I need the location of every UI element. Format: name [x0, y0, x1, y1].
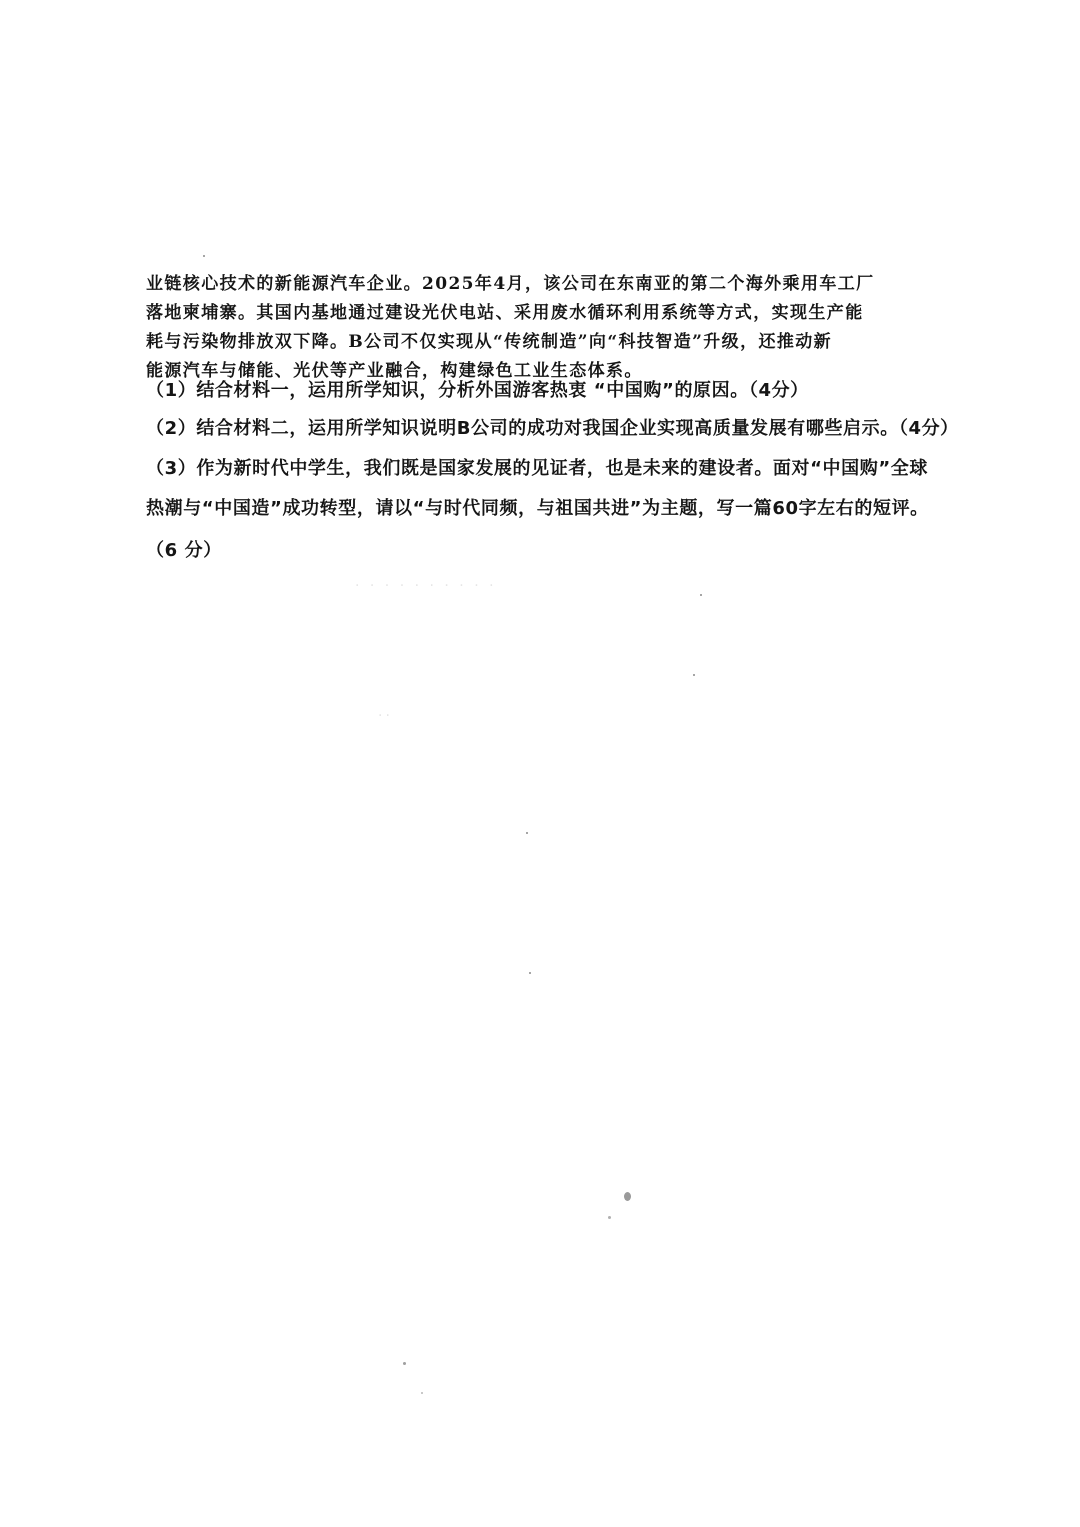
material-line-2: 落地柬埔寨。其国内基地通过建设光伏电站、采用废水循环利用系统等方式，实现生产能: [146, 303, 864, 323]
bleed-through-mark: · · · · · · · · · ·: [355, 578, 497, 594]
material-line-4: 能源汽车与储能、光伏等产业融合，构建绿色工业生态体系。: [146, 361, 643, 381]
scan-speck: [203, 255, 205, 257]
scan-speck: [608, 1216, 611, 1219]
material-line-1: 业链核心技术的新能源汽车企业。2025年4月，该公司在东南亚的第二个海外乘用车工厂: [146, 274, 875, 294]
question-1: （1）结合材料一，运用所学知识，分析外国游客热衷 “中国购”的原因。（4分）: [146, 380, 809, 401]
scan-speck: [700, 594, 702, 596]
question-3-line-1: （3）作为新时代中学生，我们既是国家发展的见证者，也是未来的建设者。面对“中国购”全球: [146, 458, 928, 479]
material-passage: [146, 270, 946, 386]
question-3-line-2: 热潮与“中国造”成功转型，请以“与时代同频，与祖国共进”为主题，写一篇60字左右的短评。: [146, 498, 929, 519]
scan-speck: [693, 674, 695, 676]
scan-speck: [403, 1362, 406, 1365]
scan-speck: [624, 1192, 631, 1201]
scan-speck: [526, 832, 528, 834]
material-line-3: 耗与污染物排放双下降。B公司不仅实现从“传统制造”向“科技智造”升级，还推动新: [146, 332, 833, 352]
question-3-points: （6 分）: [146, 540, 222, 561]
scan-speck: [421, 1392, 423, 1394]
bleed-through-mark: ··: [378, 708, 393, 724]
scan-speck: [529, 972, 531, 974]
question-2: （2）结合材料二，运用所学知识说明B公司的成功对我国企业实现高质量发展有哪些启示。（4分）: [146, 418, 959, 439]
